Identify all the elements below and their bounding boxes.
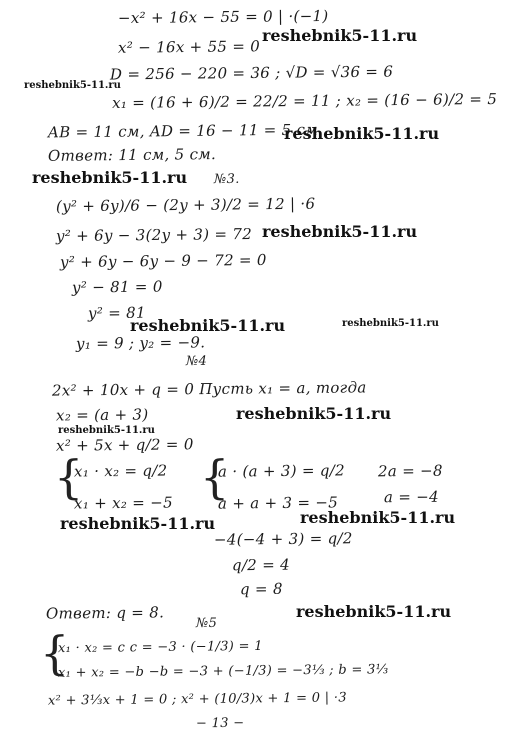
watermark: reshebnik5-11.ru	[130, 316, 286, 335]
answer-line: Ответ: q = 8.	[45, 603, 165, 623]
system-line: x₁ · x₂ = q/2	[73, 461, 168, 481]
problem-number: №3.	[213, 171, 240, 188]
equation-line: q/2 = 4	[231, 555, 291, 575]
roots-line: y₁ = 9 ; y₂ = −9.	[75, 333, 206, 353]
page-number: − 13 −	[195, 715, 245, 732]
system-brace: {	[40, 626, 70, 680]
equation-line: x² + 3⅓x + 1 = 0 ; x² + (10/3)x + 1 = 0 | ·3	[47, 690, 347, 709]
watermark: reshebnik5-11.ru	[32, 168, 188, 187]
system-line: a + a + 3 = −5	[217, 493, 339, 513]
discriminant-line: D = 256 − 220 = 36 ; √D = √36 = 6	[109, 62, 394, 84]
problem-number: №5	[195, 615, 218, 632]
equation-line: x² + 5x + q/2 = 0	[55, 435, 194, 455]
system-line: x₁ + x₂ = −b −b = −3 + (−1/3) = −3⅓ ; b = 3⅓	[57, 662, 389, 681]
system-brace: {	[200, 450, 230, 504]
watermark: reshebnik5-11.ru	[24, 80, 121, 91]
equation-line: 2a = −8	[377, 461, 443, 481]
equation-line: −x² + 16x − 55 = 0 | ·(−1)	[117, 6, 329, 28]
equation-line: q = 8	[239, 579, 283, 599]
watermark: reshebnik5-11.ru	[262, 222, 418, 241]
sides-line: AB = 11 см, AD = 16 − 11 = 5 см	[47, 120, 319, 142]
system-brace: {	[54, 450, 84, 504]
equation-line: y² + 6y − 3(2y + 3) = 72	[55, 224, 253, 246]
system-line: a · (a + 3) = q/2	[217, 461, 346, 481]
watermark: reshebnik5-11.ru	[236, 404, 392, 423]
equation-line: x₂ = (a + 3)	[55, 405, 149, 425]
watermark: reshebnik5-11.ru	[342, 318, 439, 329]
system-line: x₁ + x₂ = −5	[73, 493, 173, 513]
watermark: reshebnik5-11.ru	[296, 602, 452, 621]
equation-line: 2x² + 10x + q = 0 Пусть x₁ = a, тогда	[51, 378, 367, 400]
watermark: reshebnik5-11.ru	[58, 425, 155, 436]
watermark: reshebnik5-11.ru	[300, 508, 456, 527]
equation-line: x² − 16x + 55 = 0	[117, 37, 261, 57]
problem-number: №4	[185, 353, 208, 370]
roots-line: x₁ = (16 + 6)/2 = 22/2 = 11 ; x₂ = (16 − 6)/2 = 5	[111, 89, 498, 113]
equation-line: (y² + 6y)/6 − (2y + 3)/2 = 12 | ·6	[55, 194, 316, 216]
equation-line: y² − 81 = 0	[71, 277, 163, 297]
equation-line: a = −4	[383, 487, 440, 507]
answer-line: Ответ: 11 см, 5 см.	[47, 145, 217, 165]
watermark: reshebnik5-11.ru	[262, 26, 418, 45]
system-line: x₁ · x₂ = c c = −3 · (−1/3) = 1	[57, 638, 263, 657]
equation-line: −4(−4 + 3) = q/2	[213, 529, 353, 549]
watermark: reshebnik5-11.ru	[60, 514, 216, 533]
equation-line: y² + 6y − 6y − 9 − 72 = 0	[59, 250, 267, 272]
equation-line: y² = 81	[87, 303, 146, 323]
watermark: reshebnik5-11.ru	[284, 124, 440, 143]
